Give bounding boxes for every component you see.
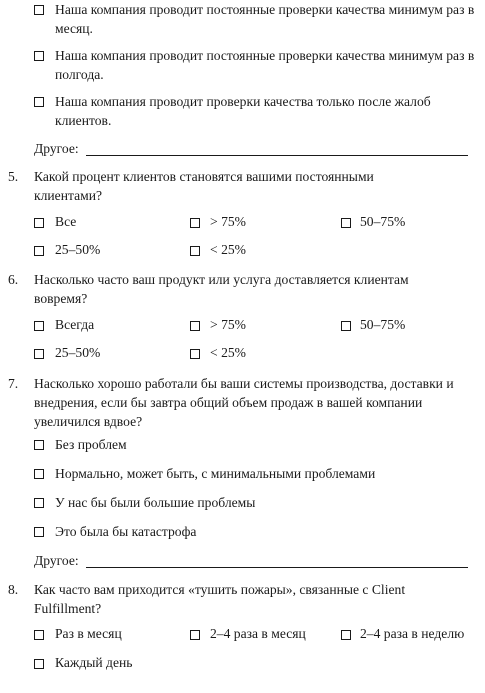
option-label: Это была бы катастрофа: [55, 524, 197, 539]
option-label: < 25%: [210, 242, 246, 257]
question-text: Насколько хорошо работали бы ваши системы производства, доставки и внедрения, если бы завтра общий объем продаж в вашей компании увеличился вдвое?: [34, 376, 454, 429]
other-answer-line[interactable]: [86, 155, 468, 156]
option-label: 50–75%: [360, 317, 406, 332]
question-number: 5.: [8, 169, 19, 184]
question-text: Насколько часто ваш продукт или услуга доставляется клиентам вовремя?: [34, 272, 409, 306]
option-label: Каждый день: [55, 655, 133, 670]
other-label: Другое:: [34, 553, 79, 568]
option-label: Наша компания проводит постоянные проверки качества минимум раз в месяц.: [55, 2, 475, 36]
option-label: У нас бы были большие проблемы: [55, 495, 256, 510]
option-label: Наша компания проводит постоянные проверки качества минимум раз в полгода.: [55, 48, 475, 82]
checkbox[interactable]: [34, 527, 44, 537]
other-answer-line[interactable]: [86, 567, 468, 568]
question-text: Какой процент клиентов становятся вашими постоянными клиентами?: [34, 169, 374, 203]
checkbox[interactable]: [34, 97, 44, 107]
option-label: 50–75%: [360, 214, 406, 229]
checkbox[interactable]: [34, 630, 44, 640]
option-label: 25–50%: [55, 345, 101, 360]
checkbox[interactable]: [34, 246, 44, 256]
checkbox[interactable]: [190, 246, 200, 256]
option-label: 25–50%: [55, 242, 101, 257]
checkbox[interactable]: [190, 630, 200, 640]
checkbox[interactable]: [34, 218, 44, 228]
checkbox[interactable]: [34, 51, 44, 61]
option-label: 2–4 раза в месяц: [210, 626, 306, 641]
option-label: Раз в месяц: [55, 626, 122, 641]
option-label: Нормально, может быть, с минимальными проблемами: [55, 466, 376, 481]
question-number: 6.: [8, 272, 19, 287]
checkbox[interactable]: [190, 349, 200, 359]
checkbox[interactable]: [34, 349, 44, 359]
checkbox[interactable]: [341, 630, 351, 640]
option-label: 2–4 раза в неделю: [360, 626, 465, 641]
question-number: 7.: [8, 376, 19, 391]
checkbox[interactable]: [34, 321, 44, 331]
question-text: Как часто вам приходится «тушить пожары», связанные с Client Fulfillment?: [34, 582, 406, 616]
checkbox[interactable]: [341, 321, 351, 331]
checkbox[interactable]: [190, 321, 200, 331]
checkbox[interactable]: [34, 498, 44, 508]
option-label: < 25%: [210, 345, 246, 360]
checkbox[interactable]: [34, 469, 44, 479]
question-number: 8.: [8, 582, 19, 597]
checkbox[interactable]: [34, 5, 44, 15]
other-label: Другое:: [34, 141, 79, 156]
option-label: Все: [55, 214, 77, 229]
checkbox[interactable]: [34, 659, 44, 669]
option-label: Всегда: [55, 317, 95, 332]
checkbox[interactable]: [34, 440, 44, 450]
option-label: Без проблем: [55, 437, 127, 452]
option-label: > 75%: [210, 214, 246, 229]
option-label: > 75%: [210, 317, 246, 332]
option-label: Наша компания проводит проверки качества только после жалоб клиентов.: [55, 94, 431, 128]
checkbox[interactable]: [341, 218, 351, 228]
checkbox[interactable]: [190, 218, 200, 228]
